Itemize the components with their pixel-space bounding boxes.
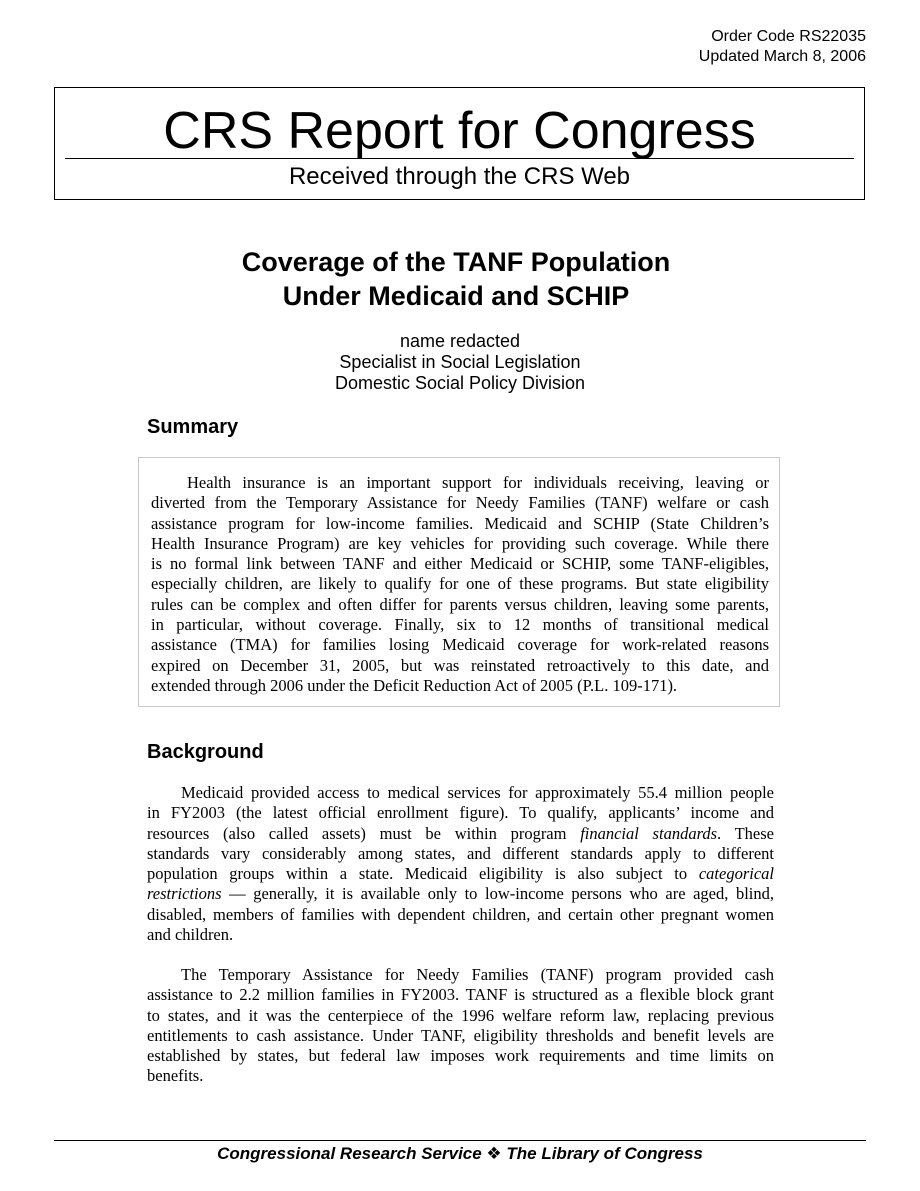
masthead [54, 87, 865, 200]
summary-line: expired on December 31, 2005, but was reinstated retroactively to this date, and [151, 655, 769, 675]
paragraph-line: entitlements to cash assistance. Under TANF, eligibility thresholds and benefit levels are [147, 1025, 774, 1045]
report-title-line: Under Medicaid and SCHIP [282, 281, 630, 311]
paragraph-line [147, 824, 774, 844]
paragraph-line: disabled, members of families with dependent children, and certain other pregnant women [147, 904, 774, 924]
author-block [0, 331, 920, 394]
order-code-block [699, 27, 866, 67]
paragraph-line: to states, and it was the centerpiece of the 1996 welfare reform law, replacing previous [147, 1005, 774, 1025]
summary-heading: Summary [147, 416, 239, 438]
masthead-subtitle: Received through the CRS Web [288, 163, 631, 190]
summary-box [138, 457, 780, 707]
summary-line: Health insurance is an important support for individuals receiving, leaving or [187, 473, 769, 492]
paragraph-line: and children. [147, 925, 234, 945]
paragraph-line: standards vary considerably among states, and different standards apply to different [147, 843, 774, 863]
italic-term-categorical: categorical [698, 864, 774, 884]
text-run: population groups within a state. Medicaid eligibility is also subject to [147, 864, 699, 884]
summary-line: Health Insurance Program) are key vehicles for providing such coverage. While there [151, 533, 769, 553]
masthead-title: CRS Report for Congress [163, 102, 756, 160]
author-division: Domestic Social Policy Division [334, 373, 586, 393]
author-title: Specialist in Social Legislation [339, 352, 581, 372]
italic-term-financial-standards: financial standards [580, 823, 718, 843]
masthead-divider [65, 158, 854, 159]
summary-line: is no formal link between TANF and either Medicaid or SCHIP, some TANF-eligibles, [151, 554, 769, 574]
report-title-line: Coverage of the TANF Population [241, 247, 671, 277]
summary-line: extended through 2006 under the Deficit Reduction Act of 2005 (P.L. 109-171). [151, 675, 678, 695]
footer-text: Congressional Research Service ❖ The Library of Congress [217, 1144, 703, 1163]
paragraph-line: established by states, but federal law imposes work requirements and time limits on [147, 1046, 774, 1066]
background-paragraph-2 [147, 965, 774, 1087]
paragraph-line: in FY2003 (the latest official enrollment figure). To qualify, applicants’ income and [147, 803, 774, 823]
report-title [0, 245, 912, 313]
summary-line: rules can be complex and often differ for parents versus children, leaving some parents, [151, 594, 769, 614]
text-run: — generally, it is available only to low-income persons who are aged, blind, [221, 884, 774, 904]
summary-line: assistance (TMA) for families losing Medicaid coverage for work-related reasons [151, 635, 769, 655]
order-code: Order Code RS22035 [711, 28, 866, 45]
summary-paragraph [151, 473, 769, 696]
paragraph-line [147, 864, 774, 884]
summary-line: assistance program for low-income families. Medicaid and SCHIP (State Children’s [151, 513, 769, 533]
paragraph-line: Medicaid provided access to medical services for approximately 55.4 million people [181, 783, 774, 802]
paragraph-line: benefits. [147, 1066, 204, 1086]
summary-line: especially children, are likely to qualify for one of these programs. But state eligibility [151, 574, 769, 594]
text-run: resources (also called assets) must be within program [147, 823, 581, 843]
paragraph-line [147, 884, 774, 904]
footer-divider [54, 1140, 866, 1141]
author-name: name redacted [399, 331, 521, 351]
text-run: . These [717, 823, 774, 843]
background-heading: Background [147, 741, 264, 763]
italic-term-restrictions: restrictions [147, 884, 222, 904]
summary-line: diverted from the Temporary Assistance for Needy Families (TANF) welfare or cash [151, 493, 769, 513]
summary-line: in particular, without coverage. Finally, six to 12 months of transitional medical [151, 615, 769, 635]
paragraph-line: assistance to 2.2 million families in FY2003. TANF is structured as a flexible block grant [147, 985, 774, 1005]
paragraph-line: The Temporary Assistance for Needy Families (TANF) program provided cash [181, 965, 774, 984]
updated-date: Updated March 8, 2006 [698, 48, 866, 65]
background-paragraph-1 [147, 783, 774, 945]
